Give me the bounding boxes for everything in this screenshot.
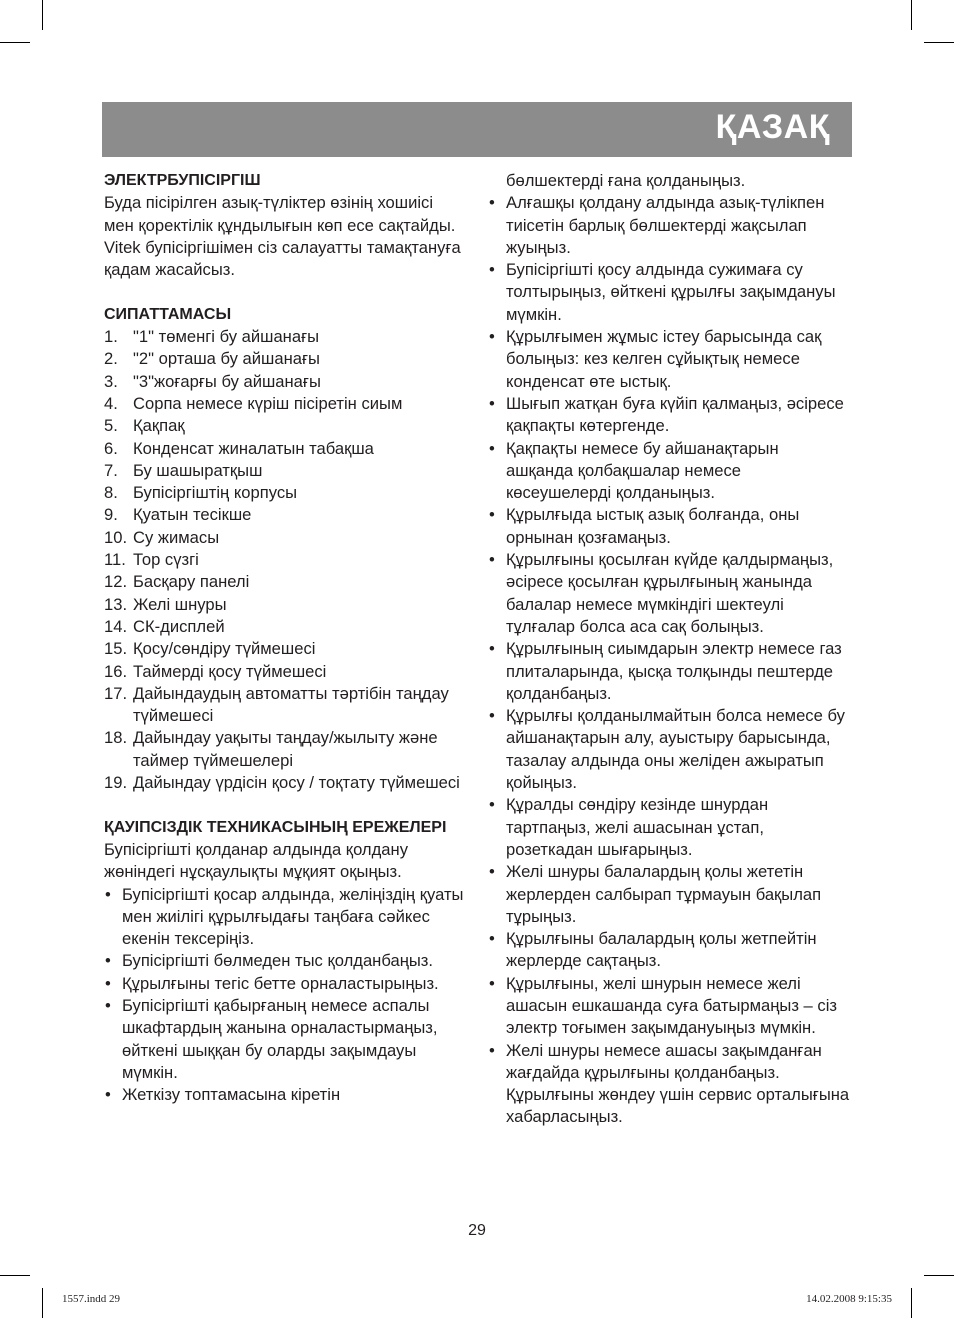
safety-intro: Бупісіргішті қолданар алдында қолдану жөніндегі нұсқаулықты мұқият оқыңыз. xyxy=(104,839,408,882)
safety-bullet-item xyxy=(488,705,850,794)
item-text: Дайындау үрдісін қосу / тоқтату түймешесі xyxy=(133,773,460,793)
item-text: Сорпа немесе күріш пісіретін сиым xyxy=(133,393,403,413)
item-text: Қақпақ xyxy=(133,416,185,436)
bullet-icon: • xyxy=(489,260,495,280)
item-number: 12. xyxy=(104,572,128,592)
safety-bullet-item xyxy=(488,928,850,973)
bullet-icon: • xyxy=(105,973,111,993)
bullet-text: Желі шнуры балалардың қолы жететін жерлерден салбырап тұрмауын бақылап тұрыңыз. xyxy=(506,862,822,926)
bullet-icon: • xyxy=(489,438,495,458)
bullet-icon: • xyxy=(489,929,495,949)
safety-list-right xyxy=(488,192,850,1128)
crop-mark xyxy=(0,1275,30,1276)
footer-timestamp: 14.02.2008 9:15:35 xyxy=(806,1293,892,1305)
parts-list-item xyxy=(104,683,466,728)
item-number: 9. xyxy=(104,505,118,525)
bullet-text: Құрылғыны, желі шнурын немесе желі ашасын ешкашанда суға батырмаңыз – сіз электр тоғымен зақымдануыңыз мүмкін. xyxy=(506,973,837,1038)
item-number: 2. xyxy=(104,349,118,369)
safety-bullet-item xyxy=(488,861,850,928)
parts-list-item xyxy=(104,326,466,348)
item-number: 16. xyxy=(104,661,128,681)
parts-list-item xyxy=(104,616,466,638)
item-text: Бу шашыратқыш xyxy=(133,460,263,480)
parts-list-item xyxy=(104,571,466,593)
item-number: 5. xyxy=(104,416,118,436)
bullet-text: Бупісіргішті қосу алдында сужимаға су толтырыңыз, өйткені құрылғы зақымдануы мүмкін. xyxy=(506,260,836,324)
parts-list-item xyxy=(104,460,466,482)
safety-bullet-item xyxy=(104,1084,466,1106)
bullet-text: Құрылғыда ыстық азық болғанда, оны орнынан қозғамаңыз. xyxy=(506,505,800,547)
item-text: Тор сүзгі xyxy=(133,550,199,570)
parts-list-item xyxy=(104,638,466,660)
item-number: 11. xyxy=(104,550,126,570)
parts-list xyxy=(104,326,466,794)
bullet-icon: • xyxy=(489,550,495,570)
bullet-icon: • xyxy=(489,706,495,726)
bullet-text: Бупісіргішті қабырғаның немесе аспалы шкафтардың жанына орналастырмаңыз, өйткені шыққан бу оларды зақымдауы мүмкін. xyxy=(122,995,438,1082)
bullet-text: Құрылғы қолданылмайтын болса немесе бу айшанақтарын алу, ауыстыру барысында, тазалау алдында оны желіден ажыратып қойыңыз. xyxy=(506,706,845,793)
parts-list-item xyxy=(104,482,466,504)
item-number: 7. xyxy=(104,460,118,480)
bullet-text: Құрылғыны балалардың қолы жетпейтін жерлерде сақтаңыз. xyxy=(506,929,817,971)
bullet-icon: • xyxy=(105,1085,111,1105)
parts-list-item xyxy=(104,371,466,393)
parts-list-item xyxy=(104,527,466,549)
parts-list-item xyxy=(104,504,466,526)
parts-list-item xyxy=(104,348,466,370)
parts-list-item xyxy=(104,415,466,437)
item-text: СК-дисплей xyxy=(133,616,225,636)
safety-bullet-item xyxy=(488,438,850,505)
parts-list-item xyxy=(104,549,466,571)
parts-list-item xyxy=(104,661,466,683)
item-text: "3"жоғарғы бу айшанағы xyxy=(133,371,321,391)
item-number: 14. xyxy=(104,616,128,636)
parts-list-item xyxy=(104,393,466,415)
footer-file-info: 1557.indd 29 xyxy=(62,1293,121,1305)
bullet-icon: • xyxy=(489,393,495,413)
safety-heading: ҚАУІПСІЗДІК ТЕХНИКАСЫНЫҢ ЕРЕЖЕЛЕРІ xyxy=(104,818,447,836)
item-text: "1" төменгі бу айшанағы xyxy=(133,327,320,347)
bullet-icon: • xyxy=(489,862,495,882)
safety-bullet-item xyxy=(488,549,850,638)
safety-bullet-item xyxy=(488,393,850,438)
safety-bullet-item xyxy=(488,192,850,259)
language-title: ҚАЗАҚ xyxy=(715,108,830,146)
bullet-text: Шығып жатқан буға күйіп қалмаңыз, әсіресе қақпақты көтергенде. xyxy=(506,393,844,436)
bullet-icon: • xyxy=(489,193,495,213)
crop-mark xyxy=(911,1288,912,1318)
safety-bullet-item xyxy=(488,326,850,393)
bullet-text: Құралды сөндіру кезінде шнурдан тартпаңыз, желі ашасынан ұстап, розеткадан шығарыңыз. xyxy=(506,795,769,859)
crop-mark xyxy=(42,0,43,30)
safety-list-left xyxy=(104,884,466,1107)
safety-bullet-item xyxy=(488,259,850,326)
bullet-icon: • xyxy=(489,639,495,659)
item-number: 15. xyxy=(104,639,128,659)
parts-list-item xyxy=(104,772,466,794)
item-text: Желі шнуры xyxy=(133,594,227,614)
item-number: 3. xyxy=(104,371,118,391)
item-text: Бупісіргіштің корпусы xyxy=(133,483,298,503)
parts-list-item xyxy=(104,438,466,460)
crop-mark xyxy=(924,1275,954,1276)
bullet-icon: • xyxy=(489,505,495,525)
item-text: Қосу/сөндіру түймешесі xyxy=(133,639,316,659)
crop-mark xyxy=(0,42,30,43)
bullet-text: Бупісіргішті бөлмеден тыс қолданбаңыз. xyxy=(122,951,434,971)
bullet-icon: • xyxy=(105,884,111,904)
parts-list-item xyxy=(104,594,466,616)
item-number: 1. xyxy=(104,327,118,347)
safety-continuation: бөлшектерді ғана қолданыңыз. xyxy=(506,171,746,190)
language-header-band xyxy=(102,102,852,157)
safety-bullet-item xyxy=(104,950,466,972)
right-column xyxy=(488,170,850,1129)
crop-mark xyxy=(911,0,912,30)
item-text: "2" орташа бу айшанағы xyxy=(133,349,320,369)
bullet-text: Жеткізу топтамасына кіретін xyxy=(122,1085,341,1105)
bullet-text: Бупісіргішті қосар алдында, желіңіздің қуаты мен жиілігі құрылғыдағы таңбаға сәйкес екенін тексеріңіз. xyxy=(122,884,464,949)
bullet-text: Қақпақты немесе бу айшанақтарын ашқанда қолбақшалар немесе көсеушелерді қолданыңыз. xyxy=(506,438,779,503)
crop-mark xyxy=(42,1288,43,1318)
safety-bullet-item xyxy=(488,504,850,549)
item-text: Таймерді қосу түймешесі xyxy=(133,661,327,681)
item-number: 13. xyxy=(104,594,128,614)
page-number: 29 xyxy=(468,1222,486,1239)
item-number: 19. xyxy=(104,773,128,793)
item-text: Дайындаудың автоматты тәртібін таңдау түймешесі xyxy=(133,683,449,726)
safety-bullet-item xyxy=(488,638,850,705)
bullet-icon: • xyxy=(105,995,111,1015)
bullet-icon: • xyxy=(489,795,495,815)
bullet-icon: • xyxy=(489,973,495,993)
bullet-text: Құрылғымен жұмыс істеу барысында сақ болыңыз: кез келген сұйықтық немесе конденсат өте ыстық. xyxy=(506,327,822,391)
safety-bullet-item xyxy=(104,995,466,1084)
safety-bullet-item xyxy=(488,794,850,861)
safety-bullet-item xyxy=(488,1040,850,1129)
safety-bullet-item xyxy=(104,884,466,951)
item-text: Дайындау уақыты таңдау/жылыту және таймер түймешелері xyxy=(133,728,438,770)
bullet-icon: • xyxy=(489,327,495,347)
item-text: Конденсат жиналатын табақша xyxy=(133,438,374,458)
item-number: 10. xyxy=(104,527,128,547)
item-number: 17. xyxy=(104,683,128,703)
crop-mark xyxy=(924,42,954,43)
description-heading: СИПАТТАМАСЫ xyxy=(104,305,232,323)
item-number: 4. xyxy=(104,393,118,413)
safety-bullet-item xyxy=(104,973,466,995)
item-text: Су жимасы xyxy=(133,527,220,547)
safety-bullet-item xyxy=(488,973,850,1040)
bullet-text: Желі шнуры немесе ашасы зақымданған жағдайда құрылғыны қолданбаңыз. Құрылғыны жөндеу үшін сервис орталығына хабарласыңыз. xyxy=(506,1040,850,1127)
item-text: Басқару панелі xyxy=(133,572,250,592)
intro-heading: ЭЛЕКТРБУПІСІРГІШ xyxy=(104,172,261,189)
item-number: 8. xyxy=(104,483,118,503)
bullet-icon: • xyxy=(105,951,111,971)
bullet-icon: • xyxy=(489,1040,495,1060)
item-number: 6. xyxy=(104,438,118,458)
bullet-text: Құрылғыны тегіс бетте орналастырыңыз. xyxy=(122,973,439,993)
intro-text: Буда пісірілген азық-түліктер өзінің хошиісі мен қоректілік құндылығын көп есе сақтайды. Vitek бупісіргішімен сіз салауатты тамақтануға қадам жасайсыз. xyxy=(104,193,461,280)
bullet-text: Құрылғының сиымдарын электр немесе газ плиталарында, қысқа толқынды пештерде қолданбаңыз. xyxy=(506,639,842,703)
parts-list-item xyxy=(104,727,466,772)
bullet-text: Құрылғыны қосылған күйде қалдырмаңыз, әсіресе қосылған құрылғының жанында балалар немесе мүмкіндігі шектеулі тұлғалар болса аса сақ болыңыз. xyxy=(506,550,834,636)
left-column xyxy=(104,170,466,1106)
bullet-text: Алғашқы қолдану алдында азық-түлікпен тиісетін барлық бөлшектерді жақсылап жуыңыз. xyxy=(506,193,825,257)
item-text: Қуатын тесікше xyxy=(133,505,252,525)
item-number: 18. xyxy=(104,728,128,748)
